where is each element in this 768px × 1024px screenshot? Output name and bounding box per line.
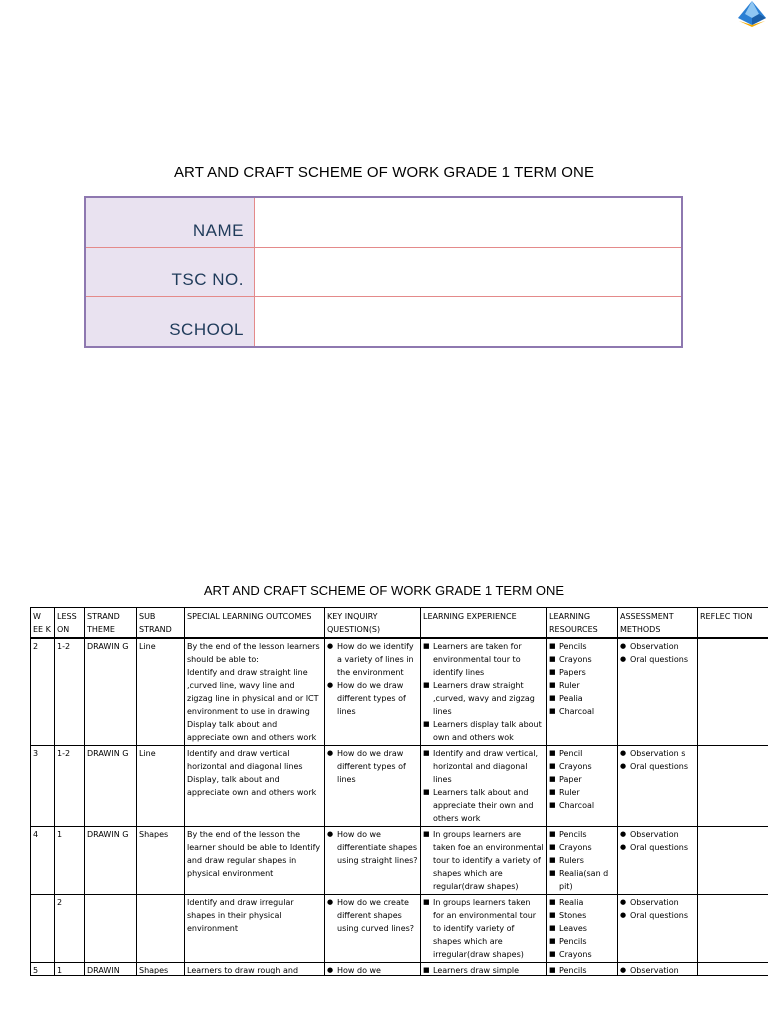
outcome-line: By the end of the lesson learners should be able to: (187, 642, 320, 664)
list-item: ■ Learners are taken for environmental tour to identify lines (423, 640, 544, 679)
cell-week: 3 (31, 746, 55, 827)
cell-resources-list (549, 747, 615, 812)
header-assessment: ASSESSMENT METHODS (618, 608, 698, 639)
cell-lesson: 2 (55, 895, 85, 963)
cell-lesson: 1-2 (55, 638, 85, 746)
outcome-line: Identify and draw irregular shapes in their physical environment (187, 898, 294, 933)
cell-strand (85, 895, 137, 963)
cell-reflection[interactable] (698, 895, 768, 963)
list-item: ● How do we draw different types of lines (327, 679, 418, 718)
cell-assessment (618, 827, 698, 895)
cell-assessment-list (620, 640, 695, 666)
cell-assessment-list (620, 964, 695, 974)
teacher-info-box (84, 196, 683, 348)
cell-assessment-list (620, 896, 695, 922)
cell-week: 5 (31, 963, 55, 976)
cell-questions (325, 963, 421, 976)
table-row (31, 827, 768, 895)
cell-strand: DRAWIN (85, 963, 137, 976)
list-item: ● Oral questions (620, 909, 695, 922)
info-label-name: NAME (86, 198, 254, 247)
cell-experience (421, 638, 547, 746)
cell-sub-strand: Shapes (137, 827, 185, 895)
cell-sub-strand: Line (137, 746, 185, 827)
cell-sub-strand: Shapes (137, 963, 185, 976)
cell-assessment-list (620, 747, 695, 773)
cell-experience-list (423, 640, 544, 744)
cell-questions (325, 638, 421, 746)
list-item: ● How do we identify a variety of lines in the environment (327, 640, 418, 679)
list-item: ■ Charcoal (549, 705, 615, 718)
table-header-row (31, 608, 768, 639)
list-item: ■ In groups learners are taken foe an environmental tour to identify a variety of shapes which are regular(draw shapes) (423, 828, 544, 893)
cell-outcomes (185, 638, 325, 746)
cell-resources (547, 827, 618, 895)
info-row-name (86, 198, 681, 248)
cell-strand: DRAWIN G (85, 746, 137, 827)
list-item: ● How do we (327, 964, 418, 974)
cell-questions-list (327, 747, 418, 786)
info-value-tsc[interactable] (254, 248, 681, 297)
cell-strand: DRAWIN G (85, 638, 137, 746)
table-row (31, 638, 768, 746)
list-item: ■ Pencils (549, 828, 615, 841)
list-item: ■ Learners draw straight ,curved, wavy and zigzag lines (423, 679, 544, 718)
list-item: ■ Realia (549, 896, 615, 909)
header-reflection: REFLEC TION (698, 608, 768, 639)
list-item: ● Observation s (620, 747, 695, 760)
cell-lesson: 1 (55, 963, 85, 976)
list-item: ■ Learners talk about and appreciate their own and others work (423, 786, 544, 825)
cell-sub-strand: Line (137, 638, 185, 746)
list-item: ■ Pencils (549, 935, 615, 948)
cell-week: 2 (31, 638, 55, 746)
cell-strand: DRAWIN G (85, 827, 137, 895)
cell-outcomes (185, 827, 325, 895)
cell-reflection[interactable] (698, 827, 768, 895)
list-item: ■ In groups learners taken for an environmental tour to identify variety of shapes which are irregular(draw shapes) (423, 896, 544, 961)
list-item: ■ Crayons (549, 948, 615, 961)
list-item: ■ Crayons (549, 653, 615, 666)
cell-resources-list (549, 964, 615, 974)
list-item: ● Observation (620, 964, 695, 974)
cell-resources-list (549, 640, 615, 718)
cell-experience-list (423, 964, 544, 974)
page-title: ART AND CRAFT SCHEME OF WORK GRADE 1 TERM ONE (173, 164, 595, 181)
list-item: ● How do we create different shapes using curved lines? (327, 896, 418, 935)
cell-experience (421, 827, 547, 895)
table-row (31, 895, 768, 963)
cell-resources-list (549, 896, 615, 961)
list-item: ● Oral questions (620, 841, 695, 854)
cell-week (31, 895, 55, 963)
cell-lesson: 1-2 (55, 746, 85, 827)
list-item: ■ Learners draw simple (423, 964, 544, 974)
info-label-school: SCHOOL (86, 297, 254, 346)
list-item: ■ Identify and draw vertical, horizontal and diagonal lines (423, 747, 544, 786)
header-week: W EE K (31, 608, 55, 639)
outcome-line: By the end of the lesson the learner should be able to Identify and draw regular shapes in physical environment (187, 830, 321, 878)
cell-experience-list (423, 896, 544, 961)
list-item: ● Observation (620, 828, 695, 841)
cell-sub-strand (137, 895, 185, 963)
table-body (31, 638, 768, 976)
scheme-of-work-table (30, 607, 768, 976)
info-value-school[interactable] (254, 297, 681, 346)
header-lesson: LESS ON (55, 608, 85, 639)
list-item: ■ Realia(san d pit) (549, 867, 615, 893)
info-row-school (86, 297, 681, 346)
list-item: ■ Crayons (549, 760, 615, 773)
table-title: ART AND CRAFT SCHEME OF WORK GRADE 1 TERM ONE (203, 583, 565, 598)
cell-reflection[interactable] (698, 638, 768, 746)
list-item: ■ Pencils (549, 640, 615, 653)
cell-resources-list (549, 828, 615, 893)
info-label-tsc: TSC NO. (86, 248, 254, 297)
list-item: ● How do we draw different types of lines (327, 747, 418, 786)
table-row (31, 746, 768, 827)
cell-outcomes (185, 895, 325, 963)
list-item: ● Observation (620, 640, 695, 653)
cell-assessment (618, 746, 698, 827)
cell-questions-list (327, 640, 418, 718)
cell-questions-list (327, 896, 418, 935)
header-sub-strand: SUB STRAND (137, 608, 185, 639)
cell-questions (325, 746, 421, 827)
outcome-line: Display talk about and appreciate own and others work (187, 720, 317, 742)
list-item: ■ Pencils (549, 964, 615, 974)
list-item: ■ Crayons (549, 841, 615, 854)
list-item: ● How do we differentiate shapes using straight lines? (327, 828, 418, 867)
cell-outcomes (185, 746, 325, 827)
cell-questions-list (327, 964, 418, 974)
list-item: ■ Leaves (549, 922, 615, 935)
list-item: ■ Stones (549, 909, 615, 922)
list-item: ■ Charcoal (549, 799, 615, 812)
list-item: ● Oral questions (620, 760, 695, 773)
cell-experience (421, 963, 547, 976)
cell-resources (547, 895, 618, 963)
list-item: ■ Ruler (549, 786, 615, 799)
cell-experience-list (423, 828, 544, 893)
list-item: ● Oral questions (620, 653, 695, 666)
cell-assessment (618, 895, 698, 963)
cell-questions (325, 827, 421, 895)
cell-questions (325, 895, 421, 963)
cell-outcomes (185, 963, 325, 976)
cell-reflection[interactable] (698, 963, 768, 976)
cell-lesson: 1 (55, 827, 85, 895)
cell-resources (547, 746, 618, 827)
outcome-line: Identify and draw straight line ,curved line, wavy line and zigzag line in physical and or ICT environment to use in drawing (187, 668, 319, 716)
table-row (31, 963, 768, 976)
cell-reflection[interactable] (698, 746, 768, 827)
list-item: ■ Rulers (549, 854, 615, 867)
cell-resources (547, 963, 618, 976)
outcome-line: Learners to draw rough and (187, 966, 299, 974)
outcome-line: Identify and draw vertical horizontal and diagonal lines (187, 749, 303, 771)
info-row-tsc (86, 248, 681, 298)
cell-experience (421, 746, 547, 827)
cell-experience (421, 895, 547, 963)
list-item: ■ Learners display talk about own and others wok (423, 718, 544, 744)
list-item: ■ Pencil (549, 747, 615, 760)
list-item: ■ Ruler (549, 679, 615, 692)
cell-week: 4 (31, 827, 55, 895)
list-item: ● Observation (620, 896, 695, 909)
cell-assessment (618, 638, 698, 746)
header-outcomes: SPECIAL LEARNING OUTCOMES (185, 608, 325, 639)
header-experience: LEARNING EXPERIENCE (421, 608, 547, 639)
header-resources: LEARNING RESOURCES (547, 608, 618, 639)
list-item: ■ Pealia (549, 692, 615, 705)
cell-assessment-list (620, 828, 695, 854)
list-item: ■ Paper (549, 773, 615, 786)
info-value-name[interactable] (254, 198, 681, 247)
cell-experience-list (423, 747, 544, 825)
cell-questions-list (327, 828, 418, 867)
outcome-line: Display, talk about and appreciate own and others work (187, 775, 317, 797)
logo-icon (737, 0, 767, 28)
header-strand: STRAND THEME (85, 608, 137, 639)
list-item: ■ Papers (549, 666, 615, 679)
cell-assessment (618, 963, 698, 976)
cell-resources (547, 638, 618, 746)
header-questions: KEY INQUIRY QUESTION(S) (325, 608, 421, 639)
